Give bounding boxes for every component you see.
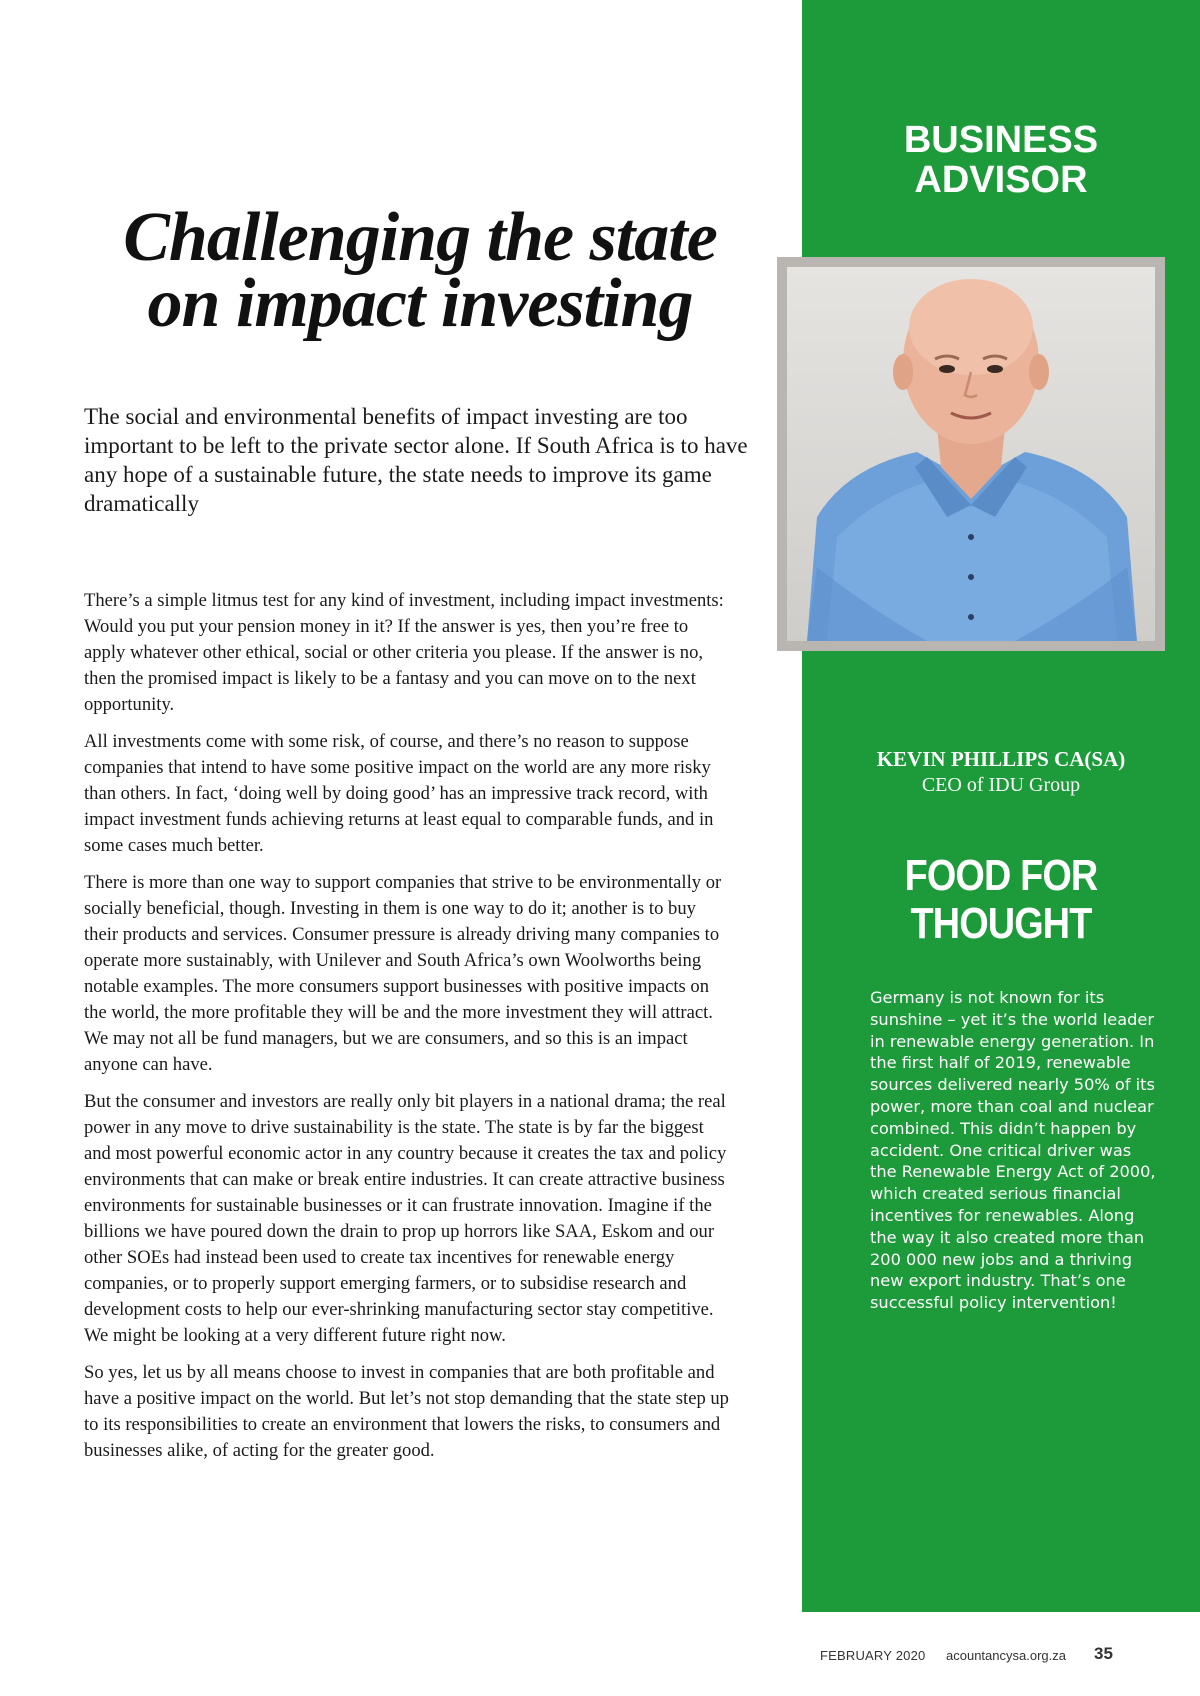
author-photo xyxy=(787,267,1155,641)
section-label-line2: ADVISOR xyxy=(914,159,1088,201)
headline-line2: on impact investing xyxy=(147,265,693,342)
author-name: KEVIN PHILLIPS CA(SA) xyxy=(876,747,1126,771)
sidebar-panel xyxy=(802,0,1200,1612)
page-footer xyxy=(0,1644,1200,1668)
body-paragraph: So yes, let us by all means choose to invest in companies that are both profitable and have a positive impact on the world. But let’s not stop demanding that the state step up to its responsibilities to create an environment that lowers the risks, to consumers and businesses alike, of acting for the greater good. xyxy=(84,1362,729,1461)
author-role: CEO of IDU Group xyxy=(921,774,1081,796)
article-standfirst: The social and environmental benefits of impact investing are too important to be left to the private sector alone. If South Africa is to have any hope of a sustainable future, the state needs to improve its game dramatically xyxy=(84,404,748,516)
article-headline xyxy=(60,199,780,342)
author-portrait-illustration xyxy=(787,267,1155,641)
author-byline xyxy=(802,746,1200,798)
footer-website: acountancysa.org.za xyxy=(946,1648,1066,1663)
section-label-line1: BUSINESS xyxy=(903,119,1099,161)
author-photo-frame xyxy=(777,257,1165,651)
body-paragraph: There is more than one way to support companies that strive to be environmentally or socially beneficial, though. Investing in them is one way to do it; another is to buy their products and services. Consumer pressure is already driving many companies to operate more sustainably, with Unilever and South Africa’s own Woolworths being notable examples. The more consumers support businesses with positive impacts on the world, the more profitable they will be and the more investment they will attract. We may not all be fund managers, but we are consumers, and so this is an impact anyone can have. xyxy=(84,872,722,1075)
food-for-thought-body: Germany is not known for its sunshine – yet it’s the world leader in renewable energy generation. In the first half of 2019, renewable sources delivered nearly 50% of its power, more than coal and nuclear combined. This didn’t happen by accident. One critical driver was the Renewable Energy Act of 2000, which created serious financial incentives for renewables. Along the way it also created more than 200 000 new jobs and a thriving new export industry. That’s one successful policy intervention! xyxy=(870,988,1156,1313)
page-number: 35 xyxy=(1094,1644,1113,1663)
body-paragraph: All investments come with some risk, of course, and there’s no reason to suppose companies that intend to have some positive impact on the world are any more risky than others. In fact, ‘doing well by doing good’ has an impressive track record, with impact investment funds achieving returns at least equal to comparable funds, and in some cases much better. xyxy=(84,731,714,856)
fft-title-line1: FOOD FOR xyxy=(904,851,1098,900)
section-label xyxy=(802,120,1200,200)
body-paragraph: But the consumer and investors are really only bit players in a national drama; the real power in any move to drive sustainability is the state. The state is by far the biggest and most powerful economic actor in any country because it creates the tax and policy environments that can make or break entire industries. It can create attractive business environments for sustainable businesses or it can frustrate innovation. Imagine if the billions we have poured down the drain to prop up horrors like SAA, Eskom and our other SOEs had instead been used to create tax incentives for renewable energy companies, or to properly support emerging farmers, or to subsidise research and development costs to help our ever-shrinking manufacturing sector stay competitive. We might be looking at a very different future right now. xyxy=(84,1091,727,1346)
footer-issue-date: FEBRUARY 2020 xyxy=(820,1648,926,1663)
food-for-thought-title xyxy=(830,852,1172,948)
body-paragraph: There’s a simple litmus test for any kind of investment, including impact investments: Would you put your pension money in it? If the answer is yes, then you’re free to apply whatever other ethical, social or other criteria you please. If the answer is no, then the promised impact is likely to be a fantasy and you can move on to the next opportunity. xyxy=(84,590,724,715)
fft-title-line2: THOUGHT xyxy=(910,899,1092,948)
headline-line1: Challenging the state xyxy=(123,199,717,276)
article-body xyxy=(84,588,734,1475)
